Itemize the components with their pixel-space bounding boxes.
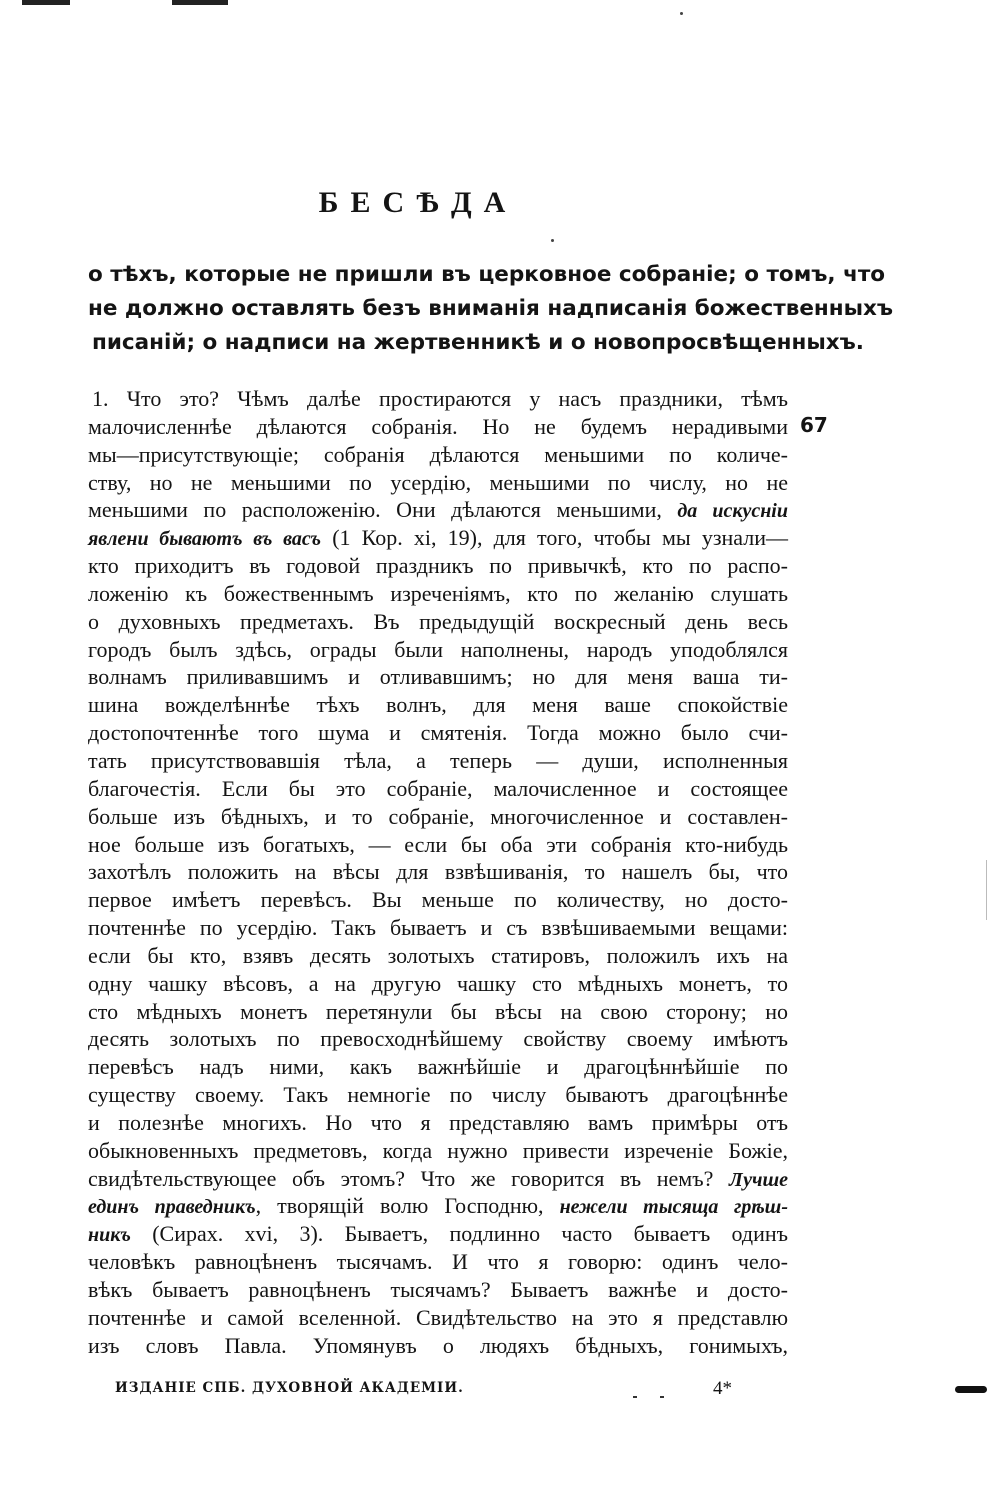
- speck: [633, 1396, 637, 1398]
- text-run: больше изъ бѣдныхъ, и то собраніе, многочисленное и составлен-: [88, 803, 788, 829]
- text-run: перевѣсъ надъ ними, какъ важнѣйшіе и драгоцѣннѣйшіе по: [88, 1054, 788, 1080]
- body-line: [88, 385, 788, 413]
- body-line: [88, 1332, 788, 1360]
- text-run: десять золотыхъ по превосходнѣйшему свойству своему имѣютъ: [88, 1026, 788, 1052]
- margin-page-number: 67: [800, 413, 828, 437]
- italic-quote: Лучше: [728, 1168, 788, 1191]
- text-run: шина вожделѣннѣе тѣхъ волнъ, для меня ваше спокойствіе: [88, 692, 788, 718]
- body-line: [88, 719, 788, 747]
- italic-quote: никъ: [88, 1224, 131, 1247]
- ink-smudge: [955, 1386, 987, 1393]
- body-line: [88, 886, 788, 914]
- body-line: [88, 858, 788, 886]
- body-line: [88, 691, 788, 719]
- subtitle-line: не должно оставлять безъ вниманія надписанія божественныхъ: [88, 296, 894, 321]
- body-line: [88, 524, 788, 552]
- body-line: [88, 1025, 788, 1053]
- text-run: если бы кто, взявъ десять золотыхъ статировъ, положилъ ихъ на: [88, 942, 788, 968]
- italic-quote: единъ праведникъ: [88, 1196, 256, 1219]
- text-run: захотѣлъ положить на вѣсы для взвѣшиванія, то нашелъ бы, что: [88, 859, 788, 885]
- body-line: [88, 1053, 788, 1081]
- text-run: одну чашку вѣсовъ, а на другую чашку сто мѣдныхъ монетъ, то: [88, 970, 788, 996]
- speck: [551, 239, 554, 242]
- body-line: [88, 1220, 788, 1248]
- body-line: [88, 552, 788, 580]
- text-run: городъ былъ здѣсь, ограды были наполнены, народъ уподоблялся: [88, 636, 788, 662]
- text-run: свидѣтельствующее объ этомъ? Что же говорится въ немъ?: [88, 1165, 729, 1191]
- subtitle: [88, 258, 894, 360]
- speck: [680, 12, 683, 15]
- text-run: ложенію къ божественнымъ изреченіямъ, кто по желанію слушать: [88, 580, 788, 606]
- page-title: БЕСѢДА: [318, 186, 518, 219]
- text-run: тать присутствовавшія тѣла, а теперь — души, исполненныя: [88, 747, 788, 773]
- text-run: малочисленнѣе дѣлаются собранія. Но не будемъ нерадивыми: [88, 413, 788, 439]
- body-line: [88, 1109, 788, 1137]
- body-line: [88, 608, 788, 636]
- text-run: человѣкъ равноцѣненъ тысячамъ. И что я говорю: одинъ чело-: [88, 1249, 788, 1275]
- text-run: достопочтеннѣе того шума и смятенія. Тогда можно было счи-: [88, 720, 788, 746]
- body-line: [88, 580, 788, 608]
- text-run: первое имѣетъ перевѣсъ. Вы меньше по количеству, но досто-: [88, 887, 788, 913]
- text-run: сто мѣдныхъ монетъ перетянули бы вѣсы на свою сторону; но: [88, 998, 788, 1024]
- footer-publisher: ИЗДАНІЕ СПБ. ДУХОВНОЙ АКАДЕМІИ.: [115, 1380, 464, 1396]
- body-line: [88, 942, 788, 970]
- body-line: [88, 469, 788, 497]
- text-run: (1 Кор. xi, 19), для того, чтобы мы узнали—: [321, 525, 788, 551]
- text-run: обыкновенныхъ предметовъ, когда нужно привести изреченіе Божіе,: [88, 1137, 788, 1163]
- top-edge-mark: [22, 0, 70, 5]
- body-line: [88, 914, 788, 942]
- body-line: [88, 747, 788, 775]
- italic-quote: нежели тысяща грѣш-: [559, 1196, 788, 1219]
- body-line: [88, 663, 788, 691]
- text-run: меньшими по расположенію. Они дѣлаются меньшими,: [88, 497, 678, 523]
- body-line: [88, 970, 788, 998]
- speck: [660, 1396, 664, 1398]
- text-run: благочестія. Если бы это собраніе, малочисленное и состоящее: [88, 775, 788, 801]
- body-line: [88, 1304, 788, 1332]
- body-line: [88, 803, 788, 831]
- text-run: вѣкъ бываетъ равноцѣненъ тысячамъ? Бываетъ важнѣе и досто-: [88, 1277, 788, 1302]
- body-line: [88, 1137, 788, 1165]
- text-run: мы—присутствующіе; собранія дѣлаются меньшими по количе-: [88, 441, 788, 467]
- body-line: [88, 441, 788, 469]
- text-run: волнамъ приливавшимъ и отливавшимъ; но для меня ваша ти-: [88, 664, 788, 690]
- text-run: кто приходитъ въ годовой праздникъ по привычкѣ, кто по распо-: [88, 553, 788, 579]
- body-line: [88, 413, 788, 441]
- text-run: и полезнѣе многихъ. Но что я представляю вамъ примѣры отъ: [88, 1109, 788, 1135]
- body-line: [88, 636, 788, 664]
- body-line: [88, 1248, 788, 1276]
- body-line: [88, 998, 788, 1026]
- text-run: о духовныхъ предметахъ. Въ предыдущій воскресный день весь: [88, 608, 788, 634]
- text-run: почтеннѣе и самой вселенной. Свидѣтельство на это я представлю: [88, 1304, 788, 1330]
- body-line: [88, 1165, 788, 1193]
- body-line: [88, 496, 788, 524]
- text-run: ное больше изъ богатыхъ, — если бы оба эти собранія кто-нибудь: [88, 831, 788, 857]
- edge-shadow: [986, 860, 987, 920]
- italic-quote: явлени бываютъ въ васъ: [88, 528, 322, 551]
- body-line: [88, 1192, 788, 1220]
- body-text: [88, 385, 788, 1360]
- text-run: существу своему. Такъ немногіе по числу бываютъ драгоцѣннѣе: [88, 1082, 788, 1108]
- text-run: изъ словъ Павла. Упомянувъ о людяхъ бѣдныхъ, гонимыхъ,: [88, 1332, 788, 1358]
- text-run: (Сирах. xvi, 3). Бываетъ, подлинно часто бываетъ одинъ: [130, 1221, 788, 1247]
- top-edge-mark: [172, 0, 228, 5]
- body-line: [88, 831, 788, 859]
- subtitle-line: писаній; о надписи на жертвенникѣ и о новопросвѣщенныхъ.: [92, 330, 864, 355]
- body-line: [88, 775, 788, 803]
- subtitle-line: о тѣхъ, которые не пришли въ церковное собраніе; о томъ, что: [88, 262, 886, 287]
- text-run: 1. Что это? Чѣмъ далѣе простираются у насъ праздники, тѣмъ: [92, 386, 788, 411]
- text-run: , творящій волю Господню,: [255, 1193, 560, 1219]
- text-run: ству, но не меньшими по усердію, меньшими по числу, но не: [88, 469, 788, 495]
- body-line: [88, 1276, 788, 1304]
- footer-signature-mark: 4*: [713, 1378, 732, 1399]
- text-run: почтеннѣе по усердію. Такъ бываетъ и съ взвѣшиваемыми вещами:: [88, 915, 788, 941]
- body-line: [88, 1081, 788, 1109]
- italic-quote: да искусніи: [677, 500, 788, 523]
